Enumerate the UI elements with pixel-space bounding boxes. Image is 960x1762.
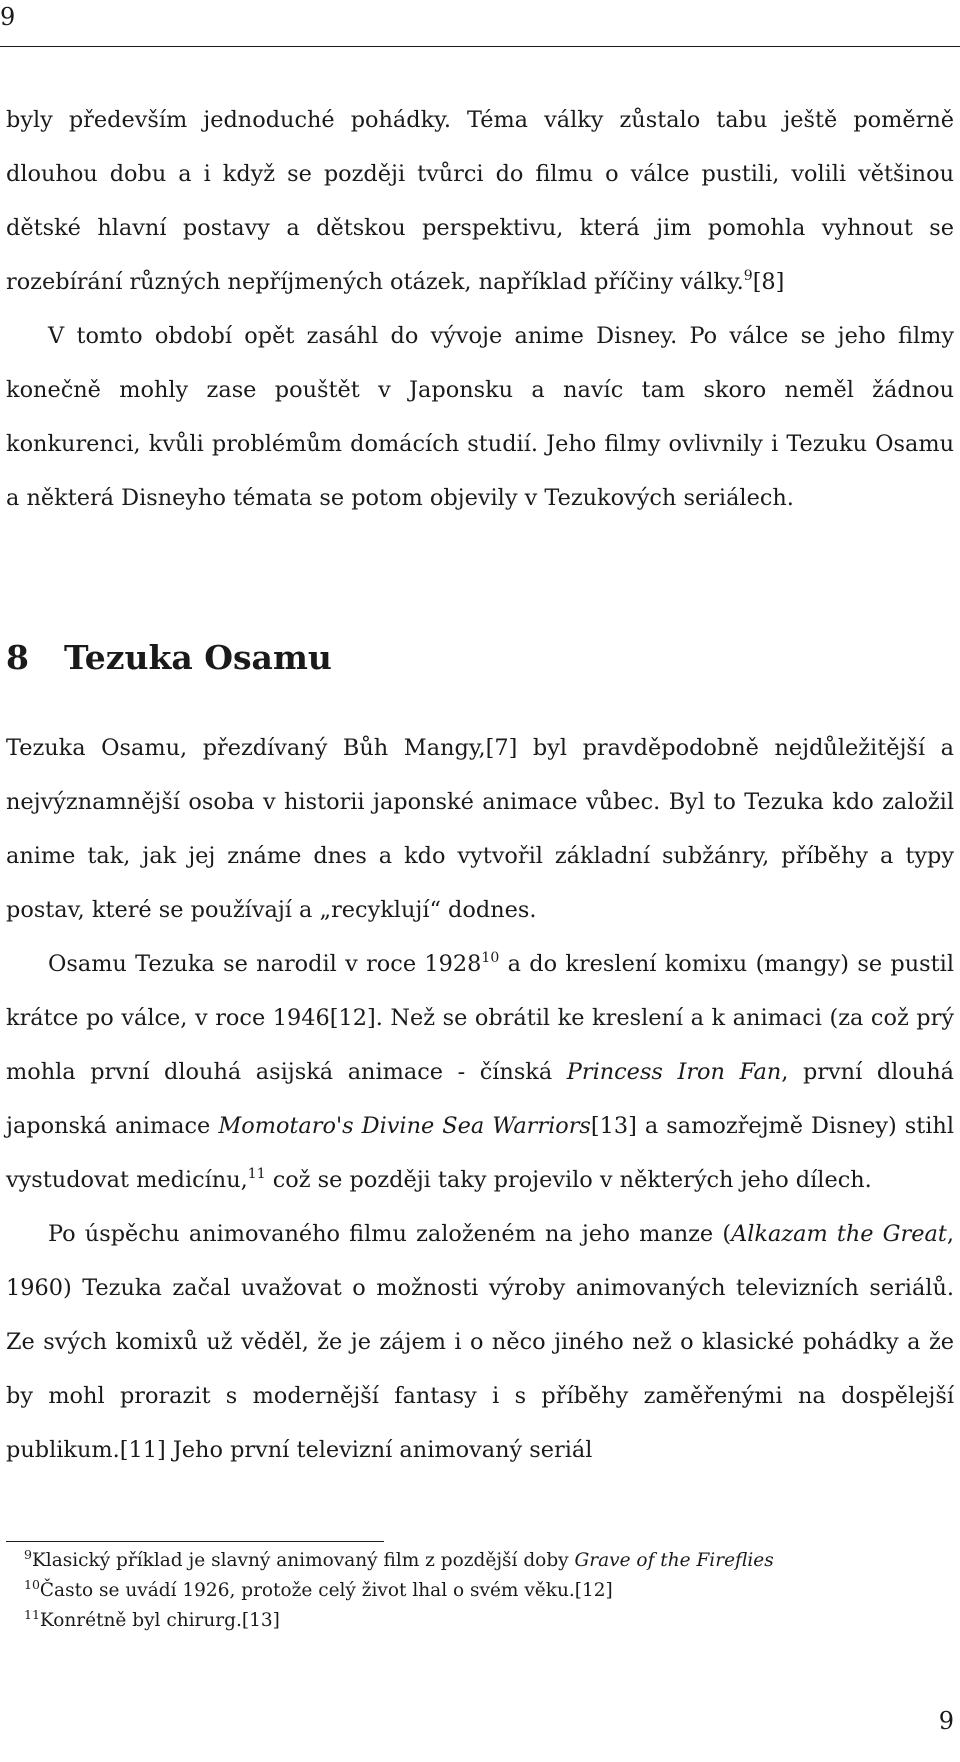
film-title: Alkazam the Great: [731, 1221, 947, 1247]
text-block-intro: [6, 93, 954, 525]
paragraph-text: což se později taky projevilo v některých jeho dílech.: [265, 1167, 872, 1193]
citation: [8]: [752, 269, 785, 295]
footnote-text: Konrétně byl chirurg.[13]: [39, 1610, 280, 1631]
page-number-top: 9: [0, 3, 16, 31]
paragraph: [6, 937, 954, 1207]
section-title: Tezuka Osamu: [64, 638, 332, 677]
section-heading: [6, 636, 332, 680]
paragraph-text: Po úspěchu animovaného filmu založeném na jeho manze (: [48, 1221, 732, 1247]
footnote-text: Klasický příklad je slavný animovaný film z pozdější doby: [31, 1550, 575, 1571]
paragraph: Tezuka Osamu, přezdívaný Bůh Mangy,[7] byl pravděpodobně nejdůležitější a nejvýznamnější osoba v historii japonské animace vůbec. Byl to Tezuka kdo založil anime tak, jak jej známe dnes a kdo vytvořil základní subžánry, příběhy a typy postav, které se používají a „recyklují“ dodnes.: [6, 735, 954, 923]
footnotes: [24, 1546, 954, 1636]
footnote-mark: 10: [24, 1576, 40, 1592]
film-title: Grave of the Fireflies: [574, 1550, 774, 1571]
section-number: 8: [6, 638, 29, 677]
footnote: [24, 1576, 954, 1606]
paragraph-text: , 1960) Tezuka začal uvažovat o možnosti výroby animovaných televizních seriálů. Ze svých komixů už věděl, že je zájem i o něco jiného než o klasické pohádky a že by mohl prorazit s modernější fantasy i s příběhy zaměřenými na dospělejší publikum.[11] Jeho první televizní animovaný seriál: [6, 1221, 954, 1463]
film-title: Princess Iron Fan: [566, 1059, 782, 1085]
footnote-rule: [6, 1541, 384, 1542]
footnote-mark: 11: [24, 1606, 40, 1622]
paragraph-text: a do kreslení komixu (mangy) se pustil krátce po válce, v roce 1946[12]. Než se obrátil ke kreslení a k animaci (za což prý mohla první dlouhá asijská animace - čínská: [6, 951, 954, 1085]
paragraph-text: , první dlouhá japonská animace: [6, 1059, 954, 1139]
page-number-bottom: 9: [938, 1707, 954, 1735]
paragraph-text: byly především jednoduché pohádky. Téma války zůstalo tabu ještě poměrně dlouhou dobu a i když se později tvůrci do filmu o válce pustili, volili většinou dětské hlavní postavy a dětskou perspektivu, která jim pomohla vyhnout se rozebírání různých nepříjmených otázek, například příčiny války.: [6, 107, 954, 295]
footnote-text: Často se uvádí 1926, protože celý život lhal o svém věku.[12]: [39, 1580, 613, 1601]
paragraph: [6, 93, 954, 309]
paragraph: [6, 1207, 954, 1477]
paragraph-text: [13] a samozřejmě Disney) stihl vystudovat medicínu,: [6, 1113, 954, 1193]
footnote-ref: 9: [743, 267, 753, 284]
header-rule: [0, 46, 960, 47]
footnote: [24, 1546, 954, 1576]
paragraph-text: Osamu Tezuka se narodil v roce 1928: [48, 951, 482, 977]
footnote-mark: 9: [24, 1546, 32, 1562]
footnote-ref: 11: [247, 1165, 266, 1182]
text-block-section: [6, 721, 954, 1477]
footnote-ref: 10: [481, 949, 500, 966]
footnote: [24, 1606, 954, 1636]
film-title: Momotaro's Divine Sea Warriors: [218, 1113, 591, 1139]
paragraph: V tomto období opět zasáhl do vývoje anime Disney. Po válce se jeho filmy konečně mohly zase pouštět v Japonsku a navíc tam skoro neměl žádnou konkurenci, kvůli problémům domácích studií. Jeho filmy ovlivnily i Tezuku Osamu a některá Disneyho témata se potom objevily v Tezukových seriálech.: [6, 323, 954, 511]
